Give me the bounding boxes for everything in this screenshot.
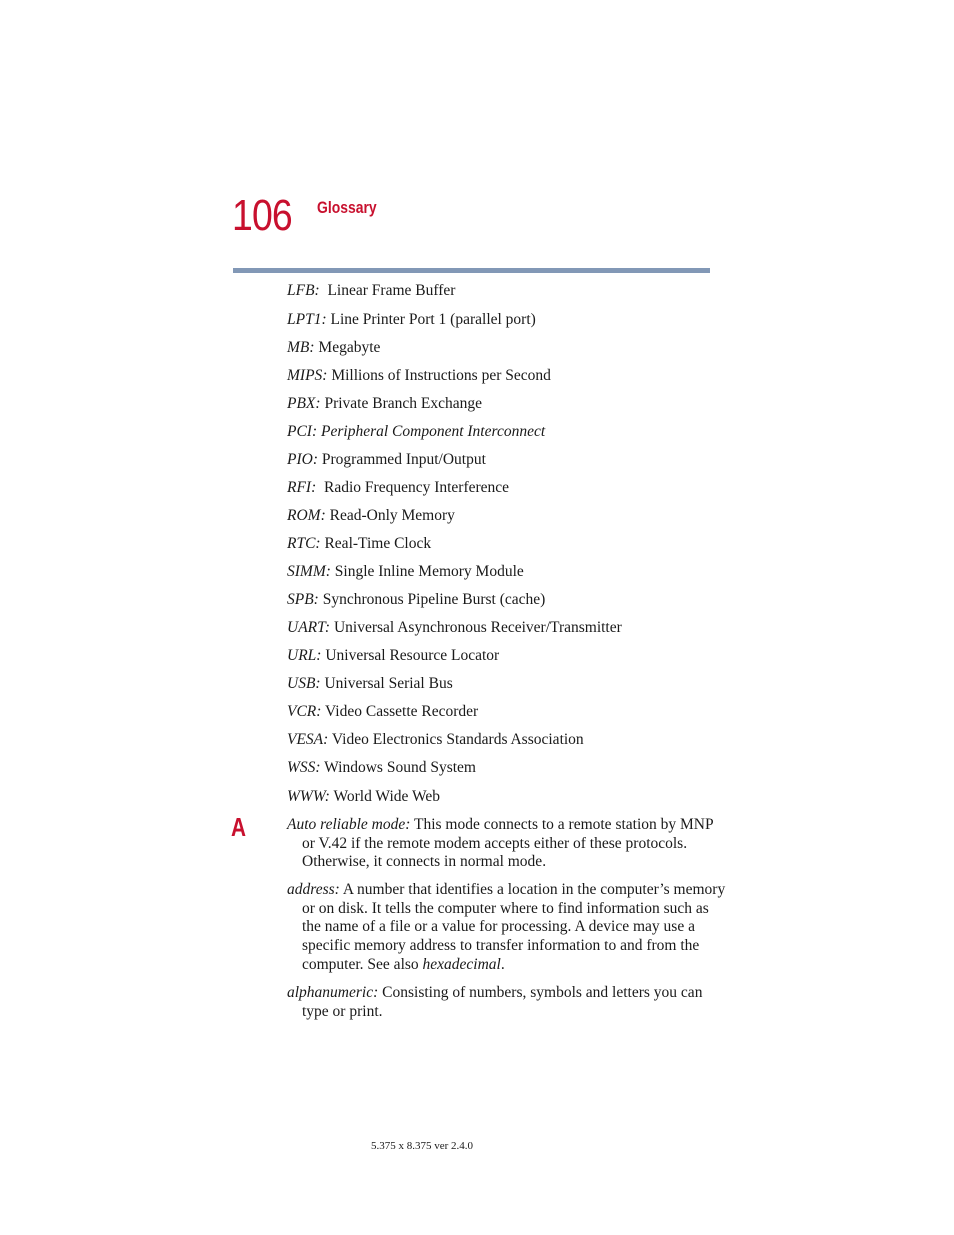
- glossary-definition: Consisting of numbers, symbols and letters you can type or print.: [302, 984, 703, 1020]
- footer-version: 5.375 x 8.375 ver 2.4.0: [371, 1140, 474, 1152]
- glossary-term: RTC:: [287, 535, 321, 552]
- glossary-entry: [287, 282, 727, 301]
- glossary-definition: Synchronous Pipeline Burst (cache): [318, 591, 546, 608]
- glossary-term: SIMM:: [287, 563, 331, 580]
- glossary-entry: [287, 311, 727, 330]
- glossary-entry: [287, 423, 727, 442]
- glossary-entry: [287, 703, 727, 722]
- glossary-term: MB:: [287, 339, 315, 356]
- glossary-entry: [287, 731, 727, 750]
- glossary-term: RFI:: [287, 479, 317, 496]
- glossary-entry: [287, 759, 727, 778]
- glossary-term: ROM:: [287, 507, 326, 524]
- glossary-definition: World Wide Web: [329, 788, 440, 805]
- page-number: 106: [232, 191, 292, 240]
- glossary-definition: Universal Resource Locator: [321, 647, 500, 664]
- section-title: Glossary: [317, 198, 377, 217]
- glossary-term: WWW:: [287, 788, 330, 805]
- definition-end: .: [500, 955, 505, 973]
- glossary-definition: Video Cassette Recorder: [321, 703, 479, 720]
- glossary-term: MIPS:: [287, 367, 328, 384]
- glossary-entry: [287, 619, 727, 638]
- glossary-definition: A number that identifies a location in the computer’s memory or on disk. It tells the computer where to find information such as the name of a file or a value for processing. A device may use a specific memory address to transfer information to and from the computer. See also: [302, 881, 726, 973]
- section-letter-a: A: [231, 812, 247, 842]
- glossary-definition: Linear Frame Buffer: [319, 282, 456, 299]
- see-also-link: hexadecimal: [422, 955, 501, 973]
- glossary-entry: [287, 395, 727, 414]
- glossary-entry: [287, 479, 727, 498]
- glossary-definition: Peripheral Component Interconnect: [317, 423, 546, 440]
- glossary-term: VESA:: [287, 731, 329, 748]
- glossary-entry: [287, 675, 727, 694]
- glossary-term: UART:: [287, 619, 331, 636]
- glossary-entry: [287, 788, 727, 807]
- glossary-term: PBX:: [287, 395, 321, 412]
- glossary-term: alphanumeric:: [287, 984, 379, 1001]
- glossary-term: SPB:: [287, 591, 319, 608]
- glossary-term: URL:: [287, 647, 322, 664]
- glossary-entry: [287, 591, 727, 610]
- glossary-definition: Windows Sound System: [320, 759, 476, 776]
- glossary-term: PIO:: [287, 451, 318, 468]
- glossary-term: address:: [287, 881, 340, 898]
- glossary-term: Auto reliable mode:: [287, 816, 411, 833]
- glossary-term: LFB:: [287, 282, 320, 299]
- glossary-entry: [287, 451, 727, 470]
- glossary-term: PCI:: [287, 423, 318, 440]
- glossary-definition: Real-Time Clock: [320, 535, 432, 552]
- glossary-entry: [287, 984, 727, 1021]
- glossary-definition: Programmed Input/Output: [318, 451, 486, 468]
- glossary-definition: Universal Serial Bus: [320, 675, 453, 692]
- glossary-term: USB:: [287, 675, 321, 692]
- glossary-definition: Video Electronics Standards Association: [328, 731, 584, 748]
- glossary-definition: Universal Asynchronous Receiver/Transmitter: [330, 619, 622, 636]
- glossary-definition: Radio Frequency Interference: [316, 479, 510, 496]
- glossary-entry: [287, 535, 727, 554]
- glossary-entry: [287, 367, 727, 386]
- glossary-entry: [287, 339, 727, 358]
- glossary-definition: Line Printer Port 1 (parallel port): [326, 311, 536, 328]
- header-rule: [233, 268, 710, 273]
- glossary-term: WSS:: [287, 759, 321, 776]
- glossary-definition: Millions of Instructions per Second: [327, 367, 551, 384]
- glossary-entry: [287, 816, 727, 872]
- glossary-term: VCR:: [287, 703, 322, 720]
- glossary-entry: [287, 507, 727, 526]
- glossary-entry: [287, 881, 727, 975]
- glossary-definition: Single Inline Memory Module: [330, 563, 524, 580]
- glossary-definition: Megabyte: [314, 339, 381, 356]
- glossary-entry: [287, 563, 727, 582]
- glossary-definition: This mode connects to a remote station by MNP or V.42 if the remote modem accepts either of these protocols. Otherwise, it connects in normal mode.: [302, 816, 714, 871]
- glossary-term: LPT1:: [287, 311, 327, 328]
- glossary-definition: Private Branch Exchange: [320, 395, 482, 412]
- glossary-definition: Read-Only Memory: [325, 507, 455, 524]
- glossary-entry: [287, 647, 727, 666]
